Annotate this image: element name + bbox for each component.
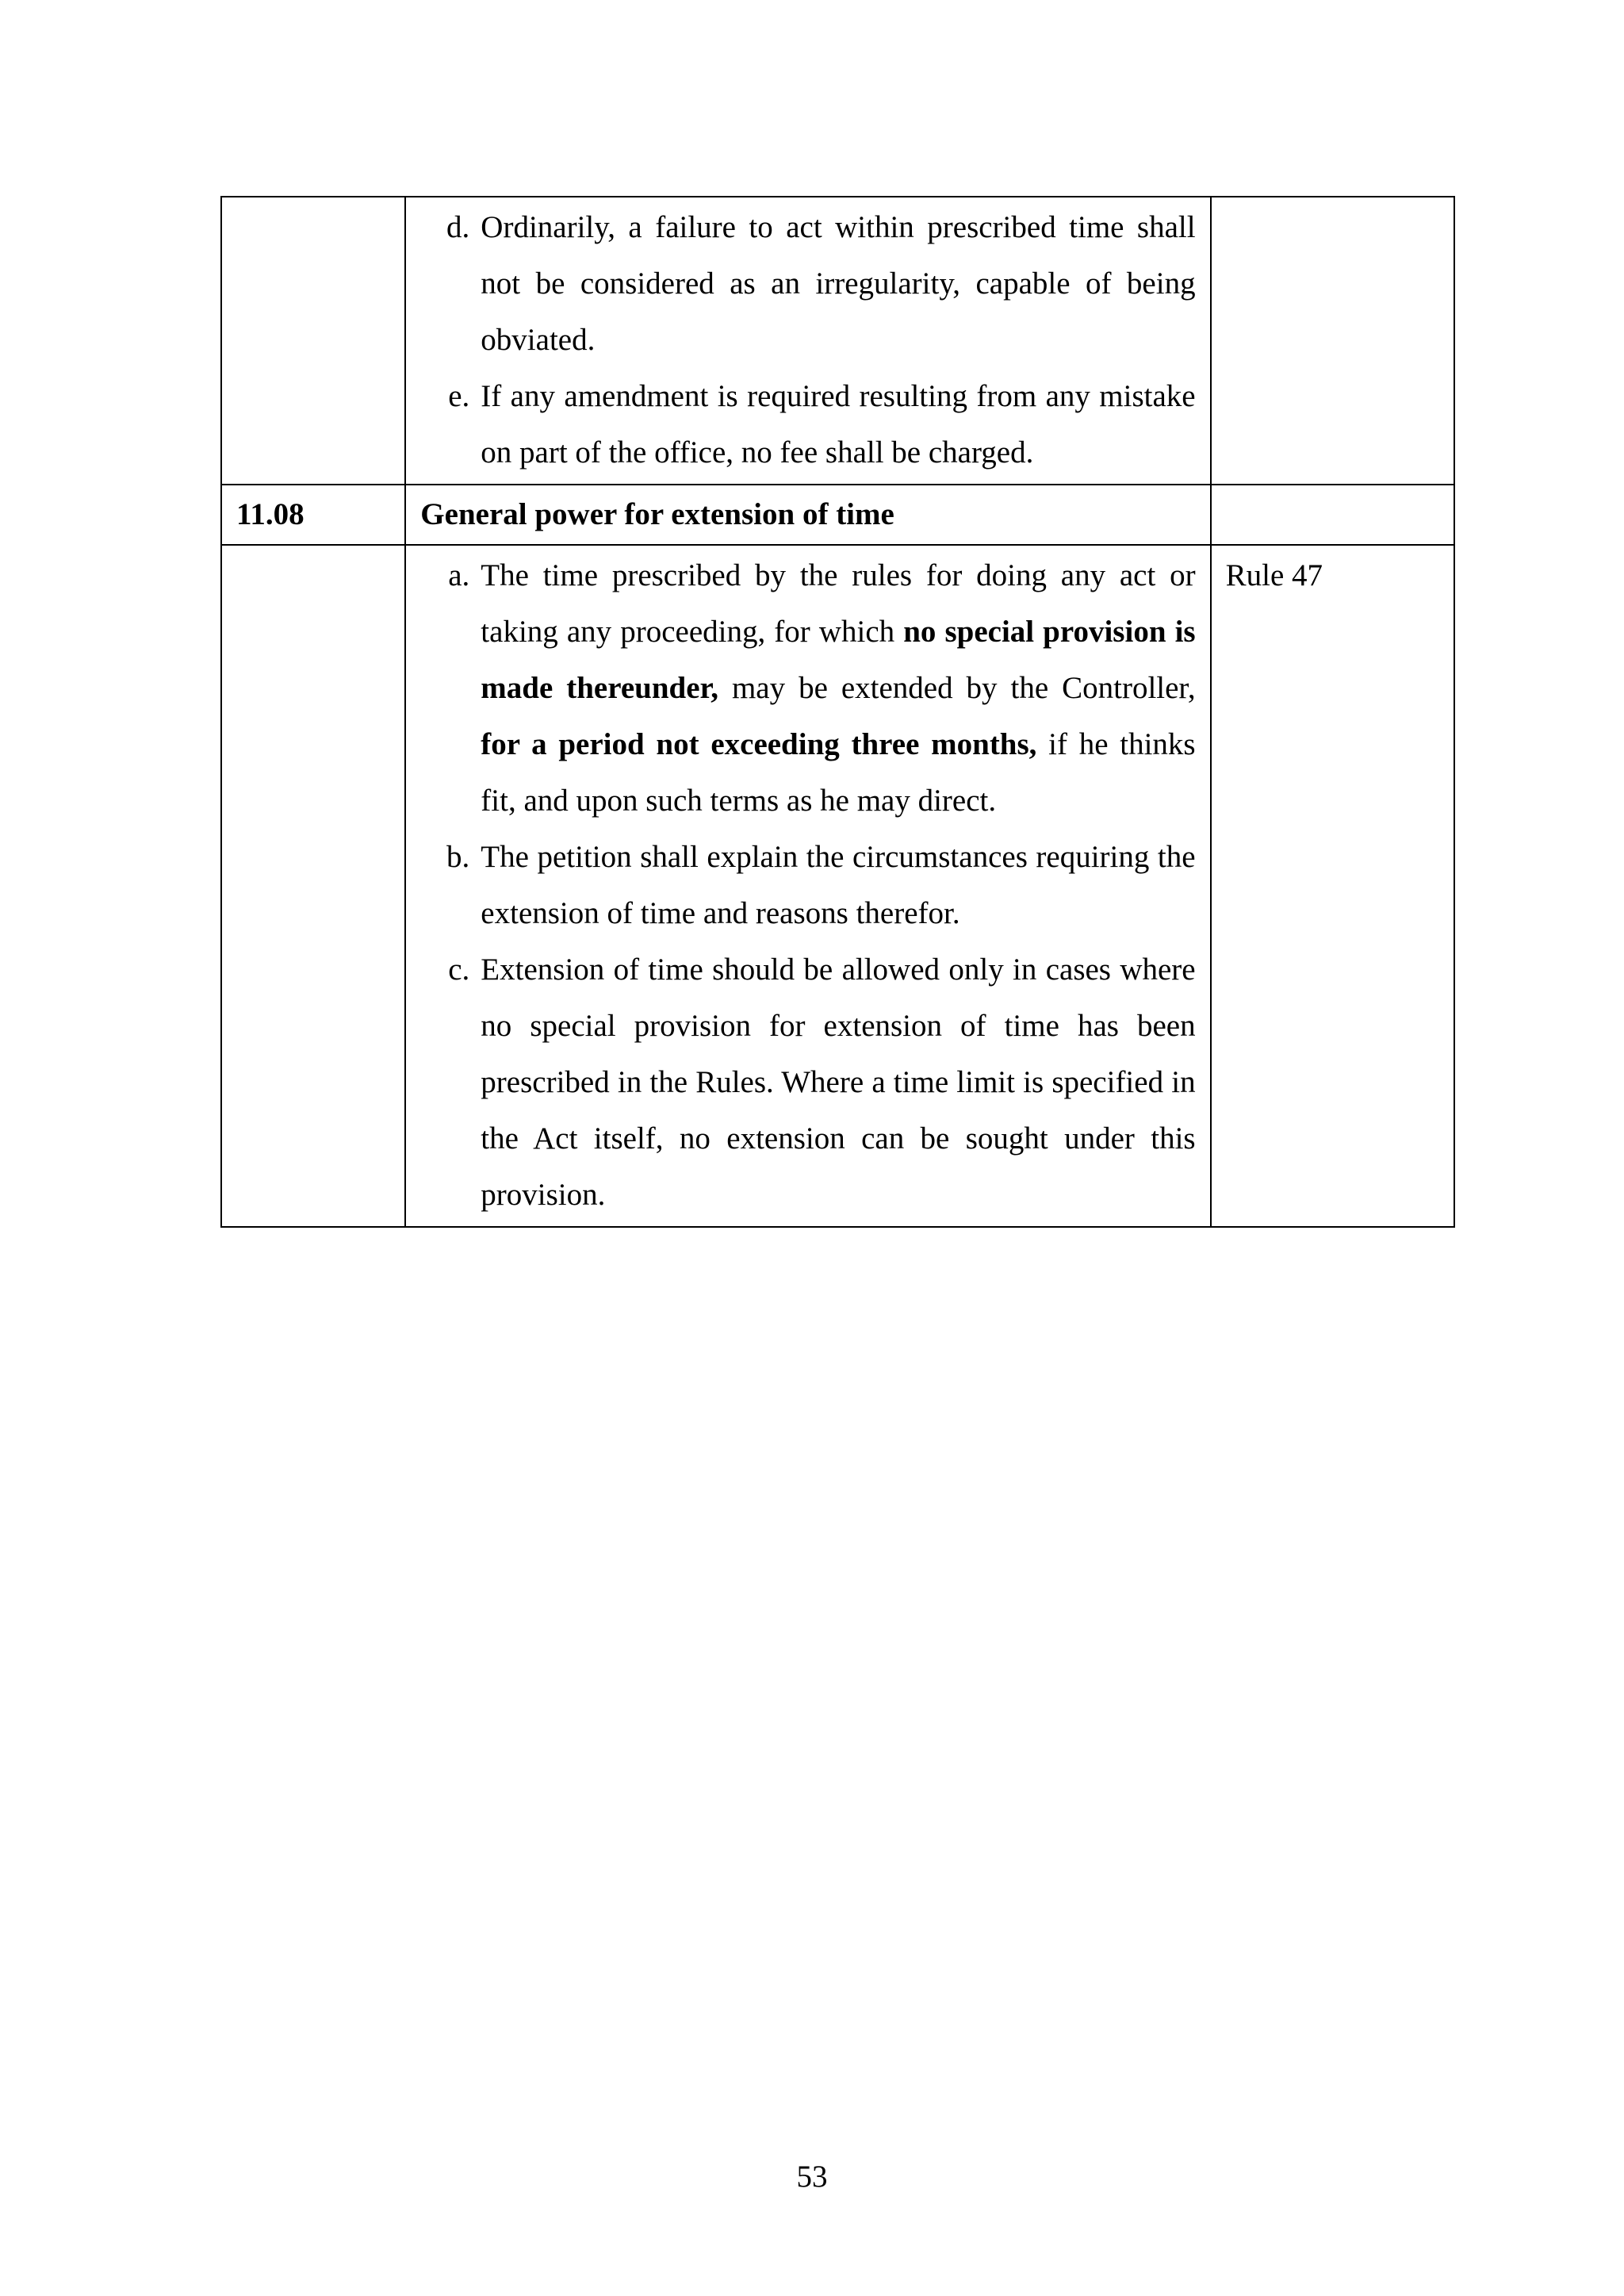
rule-reference-cell [1211, 485, 1454, 545]
page-number: 53 [796, 2160, 828, 2194]
table-row [221, 545, 1454, 1227]
list-item [406, 829, 1195, 941]
provisions-table [220, 196, 1455, 1228]
provision-list [406, 546, 1209, 1226]
item-marker: e. [448, 379, 470, 413]
rule-reference-cell [1211, 197, 1454, 485]
list-item [406, 199, 1195, 368]
item-text-emphasis: for a period not exceeding three months, [481, 727, 1037, 761]
item-text-part: The time prescribed by the rules for doing any act or taking any proceeding, for which [481, 558, 1196, 649]
item-text: Extension of time should be allowed only in cases where no special provision for extension of time has been prescribed in the Rules. Where a time limit is specified in the Act itself, no extension can be sought under this provision. [481, 953, 1196, 1212]
item-text-part: if he thinks fit, and upon such terms as he may direct. [481, 727, 1196, 818]
provision-text-cell [405, 545, 1210, 1227]
provision-list [406, 197, 1209, 484]
item-text-part: may be extended by the Controller, [718, 671, 1196, 705]
table-row [221, 197, 1454, 485]
list-item [406, 368, 1195, 481]
item-marker: a. [448, 558, 470, 592]
provision-text-cell [405, 197, 1210, 485]
list-item [406, 941, 1195, 1223]
rule-reference: Rule 47 [1211, 545, 1454, 1227]
section-number-cell [221, 545, 405, 1227]
section-number: 11.08 [221, 485, 405, 545]
list-item [406, 547, 1195, 829]
item-text: If any amendment is required resulting from any mistake on part of the office, no fee shall be charged. [481, 379, 1196, 470]
item-text-emphasis: no special provision is made thereunder, [481, 615, 1196, 705]
item-text: The petition shall explain the circumstances requiring the extension of time and reasons therefor. [481, 840, 1196, 930]
section-title: General power for extension of time [405, 485, 1210, 545]
item-marker: b. [446, 840, 470, 874]
item-text [481, 547, 1195, 829]
table-row [221, 485, 1454, 545]
item-text: Ordinarily, a failure to act within prescribed time shall not be considered as an irregularity, capable of being obviated. [481, 210, 1196, 357]
item-marker: c. [448, 953, 470, 987]
section-number-cell [221, 197, 405, 485]
item-marker: d. [446, 210, 470, 244]
